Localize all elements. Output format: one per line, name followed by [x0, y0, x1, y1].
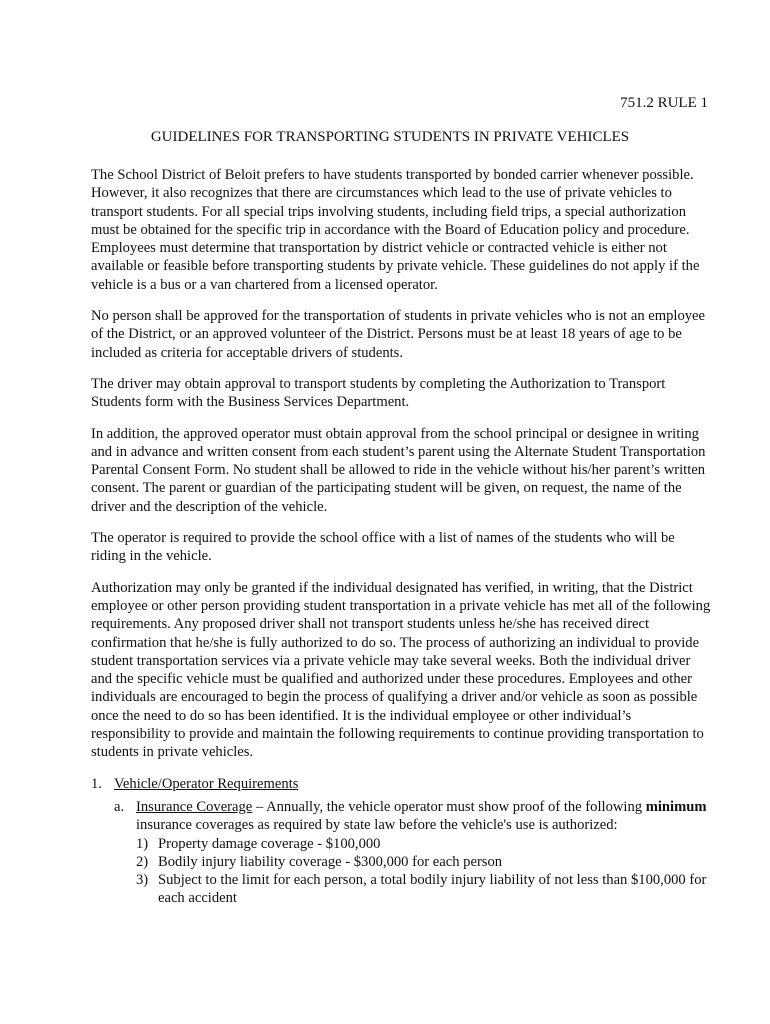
insurance-coverage-heading: Insurance Coverage — [136, 798, 253, 815]
requirements-heading — [91, 775, 711, 793]
coverage-item — [136, 871, 711, 908]
document-body — [91, 166, 711, 908]
item-letter: a. — [114, 798, 125, 815]
paragraph-intro: The School District of Beloit prefers to have students transported by bonded carrier whenever possible. However, it also recognizes that there are circumstances which lead to the use of private vehicles to transport students. For all special trips involving students, including field trips, a special authorization must be obtained for the specific trip in accordance with the Board of Education policy and procedure. Employees must determine that transportation by district vehicle or contracted vehicle is either not available or feasible before transporting students by private vehicle. These guidelines do not apply if the vehicle is a bus or a van chartered from a licensed operator. — [91, 167, 700, 293]
requirements-title: Vehicle/Operator Requirements — [114, 775, 299, 792]
paragraph-authorization: Authorization may only be granted if the individual designated has verified, in writing, that the District employee or other person providing student transportation in a private vehicle has met all of the following requirements. Any proposed driver shall not transport students unless he/she has received direct confirmation that he/she is fully authorized to do so. The process of authorizing an individual to provide student transportation services via a private vehicle may take several weeks. Both the individual driver and the specific vehicle must be qualified and authorized under these procedures. Employees and other individuals are encouraged to begin the process of qualifying a driver and/or vehicle as soon as possible once the need to do so has been identified. It is the individual employee or other individual’s responsibility to provide and maintain the following requirements to continue providing transportation to students in private vehicles. — [91, 579, 711, 761]
coverage-number: 1) — [136, 835, 149, 852]
paragraph-eligibility: No person shall be approved for the transportation of students in private vehicles who is not an employee of the District, or an approved volunteer of the District. Persons must be at least 18 years of age to be included as criteria for acceptable drivers of students. — [91, 308, 705, 361]
insurance-coverage-item — [114, 798, 711, 908]
paragraph-approval-form: The driver may obtain approval to transport students by completing the Authorization to Transport Students form with the Business Services Department. — [91, 375, 666, 411]
coverage-item — [136, 835, 711, 853]
paragraph-student-list: The operator is required to provide the school office with a list of names of the students who will be riding in the vehicle. — [91, 530, 675, 565]
insurance-coverage-text — [136, 798, 711, 835]
coverage-item — [136, 853, 711, 871]
insurance-coverage-emphasis: minimum — [645, 798, 707, 815]
coverage-text: Subject to the limit for each person, a total bodily injury liability of not less than $100,000 for each accident — [158, 872, 707, 907]
paragraph-parental-consent: In addition, the approved operator must obtain approval from the school principal or designee in writing and in advance and written consent from each student’s parent using the Alternate Student Transportation Parental Consent Form. No student shall be allowed to ride in the vehicle without his/her parent’s written consent. The parent or guardian of the participating student will be given, on request, the name of the driver and the description of the vehicle. — [91, 425, 706, 515]
document-title: GUIDELINES FOR TRANSPORTING STUDENTS IN PRIVATE VEHICLES — [150, 129, 630, 145]
coverage-number: 2) — [136, 853, 149, 870]
coverage-text: Property damage coverage - $100,000 — [158, 835, 381, 852]
insurance-coverage-body — [136, 798, 711, 908]
coverage-list — [136, 835, 711, 908]
requirements-section — [91, 775, 711, 908]
rule-id: 751.2 RULE 1 — [620, 95, 708, 111]
coverage-text: Bodily injury liability coverage - $300,000 for each person — [158, 853, 503, 870]
insurance-coverage-intro: – Annually, the vehicle operator must show proof of the following — [252, 798, 646, 815]
coverage-number: 3) — [136, 872, 149, 889]
insurance-coverage-rest: insurance coverages as required by state law before the vehicle's use is authorized: — [136, 817, 618, 834]
requirements-number: 1. — [91, 775, 102, 792]
